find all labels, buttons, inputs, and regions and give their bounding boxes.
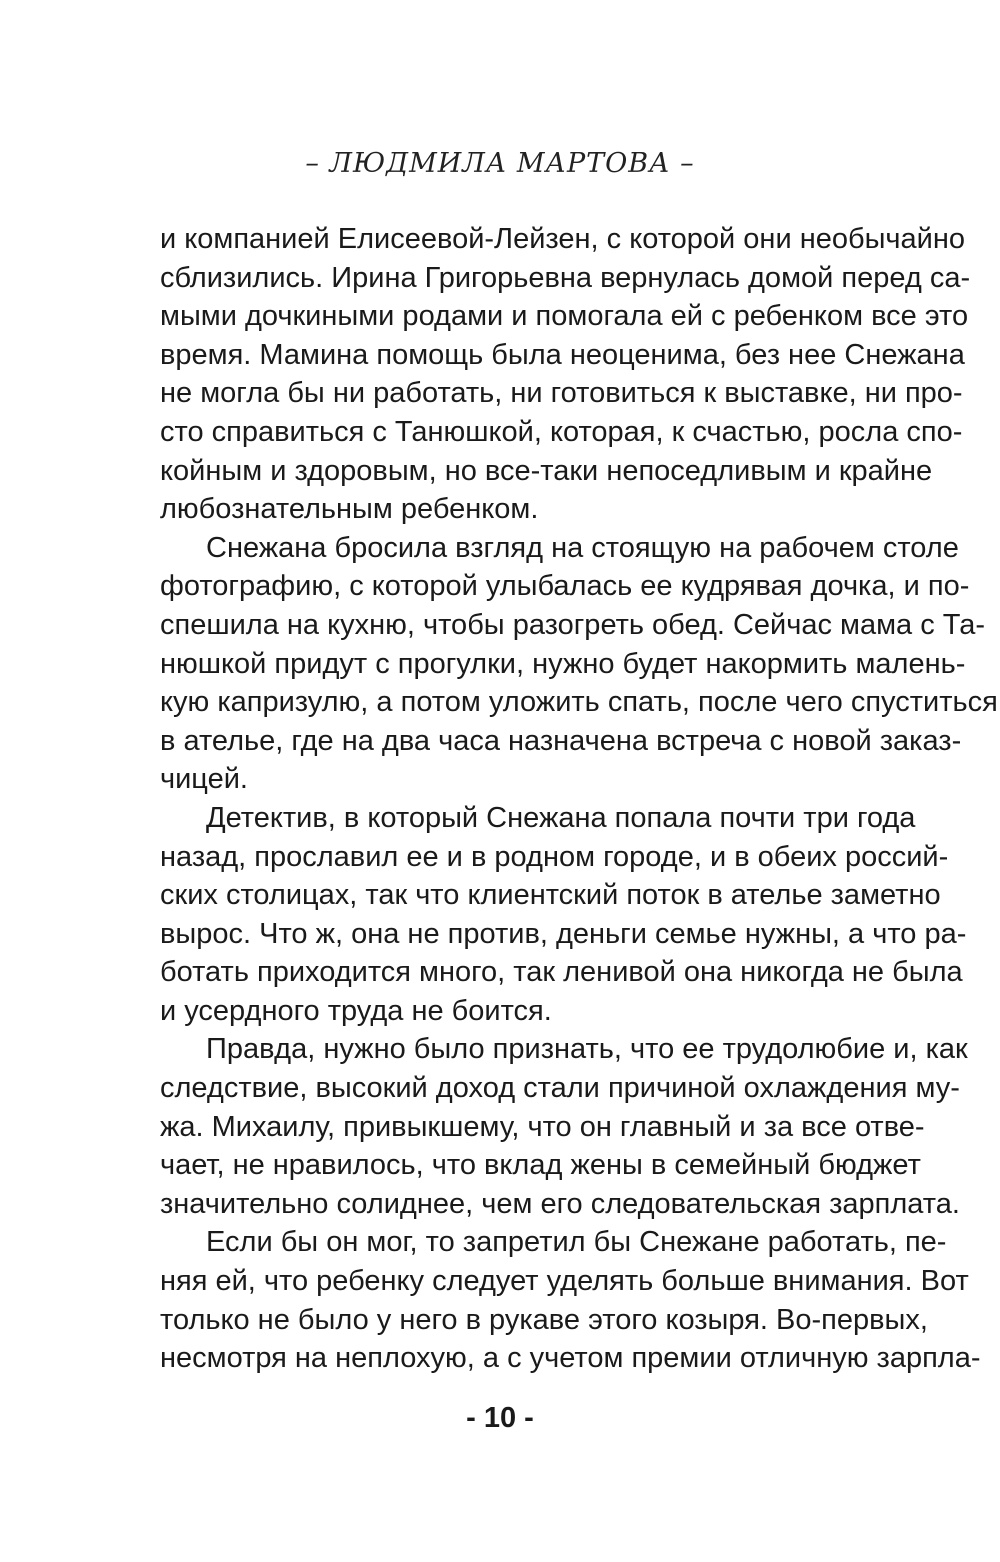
text-line: спешила на кухню, чтобы разогреть обед. Сейчас мама с Та-	[160, 608, 985, 641]
text-line: няя ей, что ребенку следует уделять больше внимания. Вот	[160, 1265, 969, 1298]
text-line: назад, прославил ее и в родном городе, и в обеих россий-	[160, 840, 949, 873]
text-line: жа. Михаилу, привыкшему, что он главный и за все отве-	[160, 1110, 925, 1143]
text-line: Правда, нужно было признать, что ее трудолюбие и, как	[206, 1033, 968, 1066]
text-line: Снежана бросила взгляд на стоящую на рабочем столе	[206, 531, 959, 564]
text-line: кую капризулю, а потом уложить спать, после чего спуститься	[160, 686, 998, 719]
text-line: и усердного труда не боится.	[160, 994, 552, 1027]
page-number: - 10 -	[466, 1402, 534, 1434]
text-line: несмотря на неплохую, а с учетом премии отличную зарпла-	[160, 1342, 981, 1375]
text-line: любознательным ребенком.	[160, 493, 539, 526]
text-line: сто справиться с Танюшкой, которая, к счастью, росла спо-	[160, 415, 963, 448]
text-line: следствие, высокий доход стали причиной охлаждения му-	[160, 1072, 960, 1105]
text-line: и компанией Елисеевой-Лейзен, с которой они необычайно	[160, 223, 966, 255]
body-text	[160, 220, 998, 1378]
text-line: вырос. Что ж, она не против, деньги семье нужны, а что ра-	[160, 917, 967, 950]
text-line: только не было у него в рукаве этого козыря. Во-первых,	[160, 1303, 928, 1336]
text-line: чицей.	[160, 763, 248, 796]
text-line: мыми дочкиными родами и помогала ей с ребенком все это	[160, 300, 969, 333]
text-line: время. Мамина помощь была неоценима, без нее Снежана	[160, 338, 965, 371]
text-line: нюшкой придут с прогулки, нужно будет накормить малень-	[160, 647, 966, 680]
text-line: в ателье, где на два часа назначена встреча с новой заказ-	[160, 724, 962, 757]
text-line: ских столицах, так что клиентский поток в ателье заметно	[160, 879, 941, 912]
text-line: ботать приходится много, так ленивой она никогда не была	[160, 956, 963, 989]
text-line: Детектив, в который Снежана попала почти три года	[206, 801, 916, 834]
text-line: фотографию, с которой улыбалась ее кудрявая дочка, и по-	[160, 570, 970, 603]
text-line: значительно солиднее, чем его следовательская зарплата.	[160, 1187, 960, 1220]
text-line: не могла бы ни работать, ни готовиться к выставке, ни про-	[160, 377, 963, 410]
text-line: чает, не нравилось, что вклад жены в семейный бюджет	[160, 1149, 921, 1182]
text-line: сблизились. Ирина Григорьевна вернулась домой перед са-	[160, 261, 971, 294]
text-line: Если бы он мог, то запретил бы Снежане работать, пе-	[206, 1226, 947, 1259]
text-line: койным и здоровым, но все-таки непоседливым и крайне	[160, 454, 933, 487]
running-head: – ЛЮДМИЛА МАРТОВА –	[305, 148, 695, 179]
